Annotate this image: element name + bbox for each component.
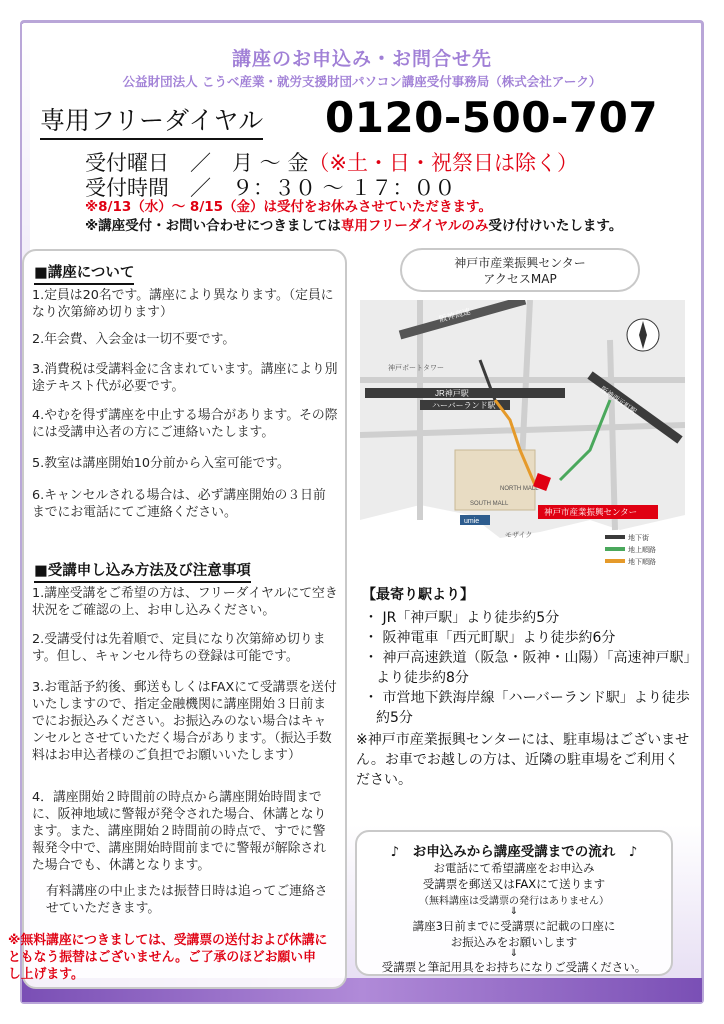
access-item-4: ・ 市営地下鉄海岸線「ハーバーランド駅」より徒歩約5分 (364, 690, 690, 726)
contact-note-part1: ※講座受付・お問い合わせにつきましては (85, 218, 341, 234)
reception-days-note: （※土・日・祝祭日は除く） (308, 151, 578, 175)
reception-hours: 受付時間 ／ ９：３０ 〜 １７：００ (85, 176, 456, 200)
free-dial-number[interactable]: 0120-500-707 (325, 93, 659, 142)
apply-item-5: 有料講座の中止または振替日時は追ってご連絡させていただきます。 (46, 884, 328, 916)
map-umie-label: umie (464, 518, 480, 525)
free-dial-label: 専用フリーダイヤル (40, 101, 263, 140)
map-title-line1: 神戸市産業振興センター (454, 256, 586, 270)
flow-step-2-note: （無料講座は受講票の発行はありません） (419, 896, 609, 907)
map-center-label: 神戸市産業振興センター (544, 507, 638, 517)
flow-step-1: お電話にて希望講座をお申込み (433, 861, 595, 875)
apply-item-1: 1.講座受講をご希望の方は、フリーダイヤルにて空き状況をご確認の上、お申し込みください。 (32, 586, 338, 618)
access-item-1: ・ JR「神戸駅」より徒歩約5分 (364, 610, 560, 626)
map-south-mall: SOUTH MALL (470, 501, 509, 507)
map-port-tower: 神戸ポートタワー (388, 365, 444, 372)
flow-arrow-icon-2: ⇓ (509, 948, 519, 959)
map-nishimotomachi-label: 阪神西元町駅 (598, 385, 638, 416)
access-map-svg (360, 300, 685, 575)
apply-item-2: 2.受講受付は先着順で、定員になり次第締め切ります。但し、キャンセル待ちの登録は可能です。 (32, 632, 326, 664)
flow-step-4: 受講票と筆記用具をお持ちになりご受講ください。 (381, 960, 647, 974)
map-harborland-label: ハーバーランド駅 (432, 401, 496, 410)
flow-step-2: 受講票を郵送又はFAXにて送ります (422, 877, 606, 891)
about-item-4: 4.やむを得ず講座を中止する場合があります。その際には受講申込者の方にご連絡いたします。 (32, 408, 338, 440)
legend-walkway: 地上順路 (628, 547, 656, 554)
about-item-3: 3.消費税は受講料金に含まれています。講座により別途テキスト代が必要です。 (32, 362, 338, 394)
holiday-note: ※8/13（水）〜 8/15（金）は受付をお休みさせていただきます。 (85, 199, 492, 215)
flow-step-3: 講座3日前までに受講票に記載の口座に (412, 919, 616, 933)
access-item-2: ・ 阪神電車「西元町駅」より徒歩約6分 (364, 630, 616, 646)
contact-note (85, 214, 622, 234)
free-course-warning: ※無料講座につきましては、受講票の送付および休講にともなう振替はございません。ご了承のほどお願い申し上げます。 (8, 933, 328, 982)
apply-item-4: 4．講座開始２時間前の時点から講座開始時間までに、阪神地域に警報が発令された場合、休講となります。また、講座開始２時間前の時点で、すでに警報発令中で、講座開始時間前までに警報が解除された場合でも、休講となります。 (32, 790, 327, 873)
contact-note-red: 専用フリーダイヤルのみ (340, 218, 489, 234)
about-item-2: 2.年会費、入会金は一切不要です。 (32, 332, 236, 347)
map-north-mall: NORTH MALL (500, 486, 539, 492)
flow-heading: ♪ お申込みから講座受講までの流れ ♪ (390, 844, 638, 860)
apply-heading: ■受講申し込み方法及び注意事項 (34, 559, 251, 583)
flow-step-3b: お振込みをお願いします (450, 935, 578, 949)
parking-note: ※神戸市産業振興センターには、駐車場はございません。お車でお越しの方は、近隣の駐車場をご利用ください。 (356, 732, 690, 788)
access-info (352, 578, 692, 790)
about-item-6: 6.キャンセルされる場合は、必ず講座開始の３日前までにお電話にてご連絡ください。 (32, 488, 326, 520)
map-title-line2: アクセスMAP (483, 272, 557, 286)
about-item-1: 1.定員は20名です。講座により異なります。（定員になり次第締め切ります） (32, 288, 334, 320)
map-legend (605, 533, 656, 566)
access-heading: 【最寄り駅より】 (362, 587, 474, 603)
map-jr-label: JR神戸駅 (435, 389, 469, 398)
map-mosaic: モザイク (505, 532, 533, 539)
contact-subtitle: 公益財団法人 こうべ産業・就労支援財団パソコン講座受付事務局（株式会社アーク） (122, 74, 602, 89)
access-map[interactable] (360, 300, 685, 575)
course-info-panel (22, 249, 347, 989)
flow-panel (355, 830, 673, 976)
contact-note-part2: 受け付けいたします。 (488, 218, 623, 234)
apply-item-3: 3.お電話予約後、郵送もしくはFAXにて受講票を送付いたしますので、指定金融機関に講座開始３日前までにお振込みください。お振込みのない場合はキャンセルとさせていただく場合があります。（振込手数料はお申込者様のご負担でお願いいたします） (32, 680, 337, 763)
contact-title: 講座のお申込み・お問合せ先 (231, 48, 492, 70)
about-heading: ■講座について (34, 261, 134, 285)
flow-arrow-icon: ⇓ (509, 906, 519, 917)
legend-subway: 地下順路 (628, 559, 656, 566)
map-hanshin-label: 阪神高速 (438, 306, 472, 324)
access-item-3: ・ 神戸高速鉄道（阪急・阪神・山陽）「高速神戸駅」より徒歩約8分 (364, 650, 691, 686)
reception-days-label: 受付曜日 ／ 月 〜 金 (85, 151, 309, 175)
map-title (400, 248, 640, 292)
about-item-5: 5.教室は講座開始10分前から入室可能です。 (32, 456, 290, 471)
legend-underground: 地下街 (628, 535, 649, 542)
